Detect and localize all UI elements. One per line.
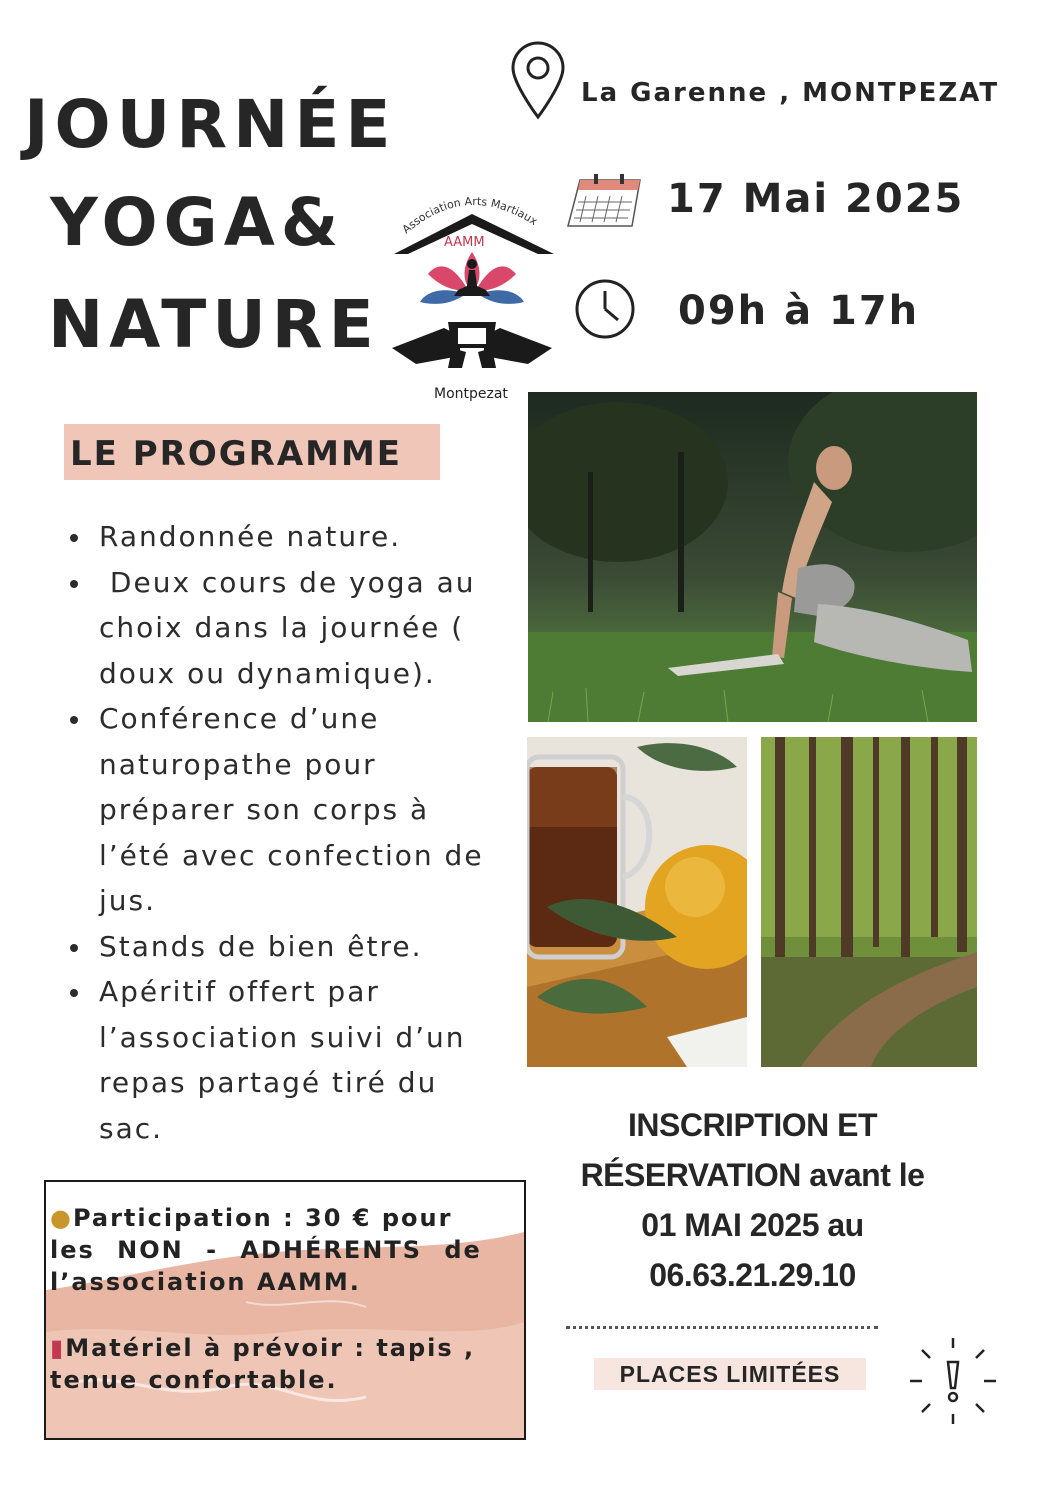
calendar-icon — [566, 170, 646, 234]
programme-item: Randonnée nature. — [68, 514, 508, 560]
places-text: PLACES LIMITÉES — [619, 1361, 841, 1387]
participation-line-3: l’association AAMM. — [50, 1268, 361, 1296]
yoga-photo — [528, 392, 977, 722]
dotted-divider — [566, 1326, 878, 1329]
date-text: 17 Mai 2025 — [667, 176, 965, 222]
materiel-line-1: ▮Matériel à prévoir : tapis , — [50, 1334, 476, 1362]
programme-heading-text: LE PROGRAMME — [70, 434, 403, 474]
programme-item: Conférence d’une naturopathe pour préparer son corps à l’été avec confection de jus. — [68, 696, 508, 924]
title-line-2: YOGA& — [50, 184, 345, 261]
materiel-line-2: tenue confortable. — [50, 1366, 338, 1394]
reservation-line-3: 01 MAI 2025 au — [641, 1207, 864, 1243]
participation-line-2: les NON - ADHÉRENTS de — [50, 1236, 482, 1264]
info-box — [44, 1180, 526, 1440]
bottle-icon: ▮ — [50, 1334, 66, 1362]
clock-icon — [574, 278, 636, 344]
logo-town: Montpezat — [434, 386, 508, 402]
logo-acronym: AAMM — [444, 235, 485, 250]
location-text: La Garenne , MONTPEZAT — [581, 78, 1000, 108]
money-bag-icon: ● — [50, 1204, 73, 1232]
reservation-line-1: INSCRIPTION ET — [627, 1107, 877, 1143]
programme-list — [68, 514, 508, 1151]
reservation-line-2: RÉSERVATION avant le — [580, 1157, 925, 1193]
title-line-1: JOURNÉE — [24, 86, 397, 163]
programme-heading — [64, 424, 440, 480]
time-text: 09h à 17h — [678, 288, 920, 334]
programme-item: Stands de bien être. — [68, 924, 508, 970]
logo-arc-text: Association Arts Martiaux — [399, 194, 540, 237]
title-line-3: NATURE — [48, 286, 380, 363]
reservation-phone: 06.63.21.29.10 — [649, 1257, 856, 1293]
forest-photo — [761, 737, 977, 1067]
tea-lemon-photo — [527, 737, 747, 1067]
participation-line-1: ●Participation : 30 € pour — [50, 1204, 453, 1232]
exclamation-icon — [908, 1336, 998, 1430]
programme-item: Apéritif offert par l’association suivi d’un repas partagé tiré du sac. — [68, 969, 508, 1151]
places-limitees-badge — [594, 1358, 866, 1390]
programme-item: Deux cours de yoga au choix dans la journée ( doux ou dynamique). — [68, 560, 508, 697]
map-pin-icon — [508, 40, 568, 124]
reservation-block — [560, 1100, 945, 1300]
association-logo — [388, 188, 558, 403]
